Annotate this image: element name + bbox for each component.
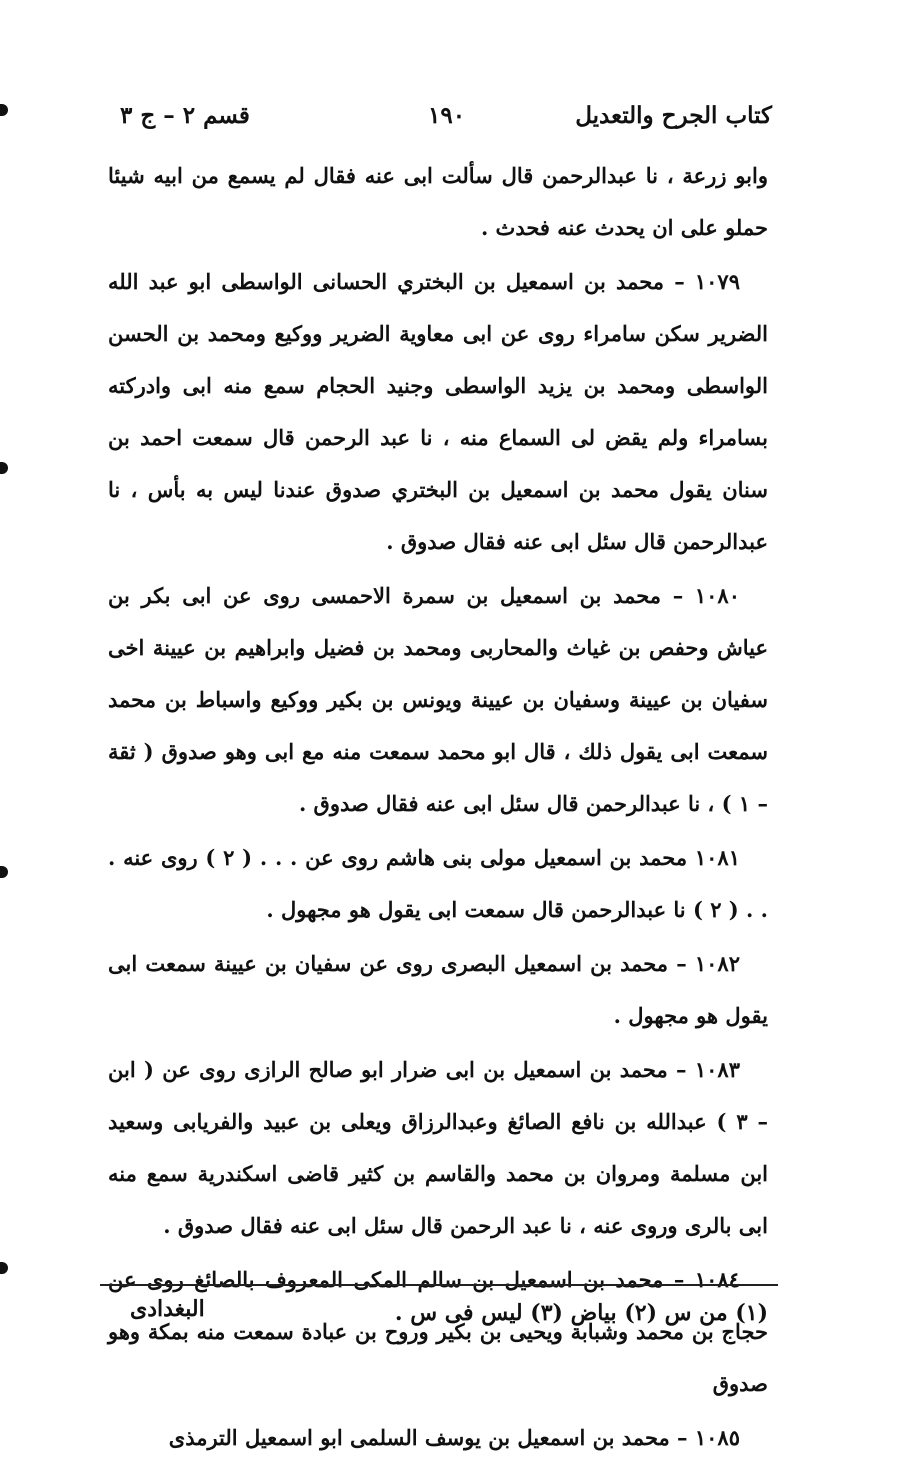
entry-1084: ١٠٨٤ – محمد بن اسمعيل بن سالم المكى المعروف بالصائغ روى عن حجاج بن محمد وشبابة ويحيى بن بكير وروح بن عبادة سمعت منه بمكة وهو صدوق — [108, 1267, 768, 1396]
entry-1082: ١٠٨٢ – محمد بن اسمعيل البصرى روى عن سفيان بن عيينة سمعت ابى يقول هو مجهول . — [108, 951, 768, 1028]
part-volume-label: قسم ٢ – ج ٣ — [120, 102, 250, 129]
book-title: كتاب الجرح والتعديل — [575, 102, 772, 129]
entry-1079: ١٠٧٩ – محمد بن اسمعيل بن البختري الحسانى الواسطى ابو عبد الله الضرير سكن سامراء روى عن ابى معاوية الضرير ووكيع ومحمد بن الحسن الواسطى ومحمد بن يزيد الواسطى وجنيد الحجام سمع منه ابى وادركته بسامراء ولم يقض لى السماع منه ، نا عبد الرحمن قال سمعت احمد بن سنان يقول محمد بن اسمعيل بن البختري صدوق عندنا ليس به بأس ، نا عبدالرحمن قال سئل ابى عنه فقال صدوق . — [108, 269, 768, 554]
scan-edge-mark — [0, 462, 8, 474]
footnotes: (١) من س (٢) بياض (٣) ليس فى س . — [394, 1300, 768, 1326]
entry-1080: ١٠٨٠ – محمد بن اسمعيل بن سمرة الاحمسى روى عن ابى بكر بن عياش وحفص بن غياث والمحاربى ومحمد بن فضيل وابراهيم بن عيينة اخى سفيان بن عيينة وسفيان بن عيينة ويونس بن بكير ووكيع واسباط بن محمد سمعت ابى يقول ذلك ، قال ابو محمد سمعت منه مع ابى وهو صدوق ( ثقة – ١ ) ، نا عبدالرحمن قال سئل ابى عنه فقال صدوق . — [108, 583, 768, 816]
scan-edge-mark — [0, 866, 8, 878]
scan-edge-mark — [0, 1262, 8, 1274]
scan-edge-mark — [0, 104, 8, 116]
entry-1083: ١٠٨٣ – محمد بن اسمعيل بن ابى ضرار ابو صالح الرازى روى عن ( ابن – ٣ ) عبدالله بن نافع الصائغ وعبدالرزاق ويعلى بن عبيد والفريابى وسعيد ابن مسلمة ومروان بن محمد والقاسم بن كثير قاضى اسكندرية سمع منه ابى بالرى وروى عنه ، نا عبد الرحمن قال سئل ابى عنه فقال صدوق . — [108, 1057, 768, 1238]
paragraph: وابو زرعة ، نا عبدالرحمن قال سألت ابى عنه فقال لم يسمع من ابيه شيئا حملو على ان يحدث عنه فحدث . — [108, 163, 768, 240]
main-text — [108, 150, 768, 1466]
page-number: ١٩٠ — [428, 102, 466, 129]
running-header — [110, 102, 772, 142]
entry-1081: ١٠٨١ محمد بن اسمعيل مولى بنى هاشم روى عن . . . ( ٢ ) روى عنه . . . ( ٢ ) نا عبدالرحمن قال سمعت ابى يقول هو مجهول . — [108, 845, 768, 922]
catchword: البغدادى — [130, 1296, 205, 1322]
entry-1085: ١٠٨٥ – محمد بن اسمعيل بن يوسف السلمى ابو اسمعيل الترمذى — [168, 1425, 740, 1450]
footnote-divider — [100, 1284, 778, 1286]
